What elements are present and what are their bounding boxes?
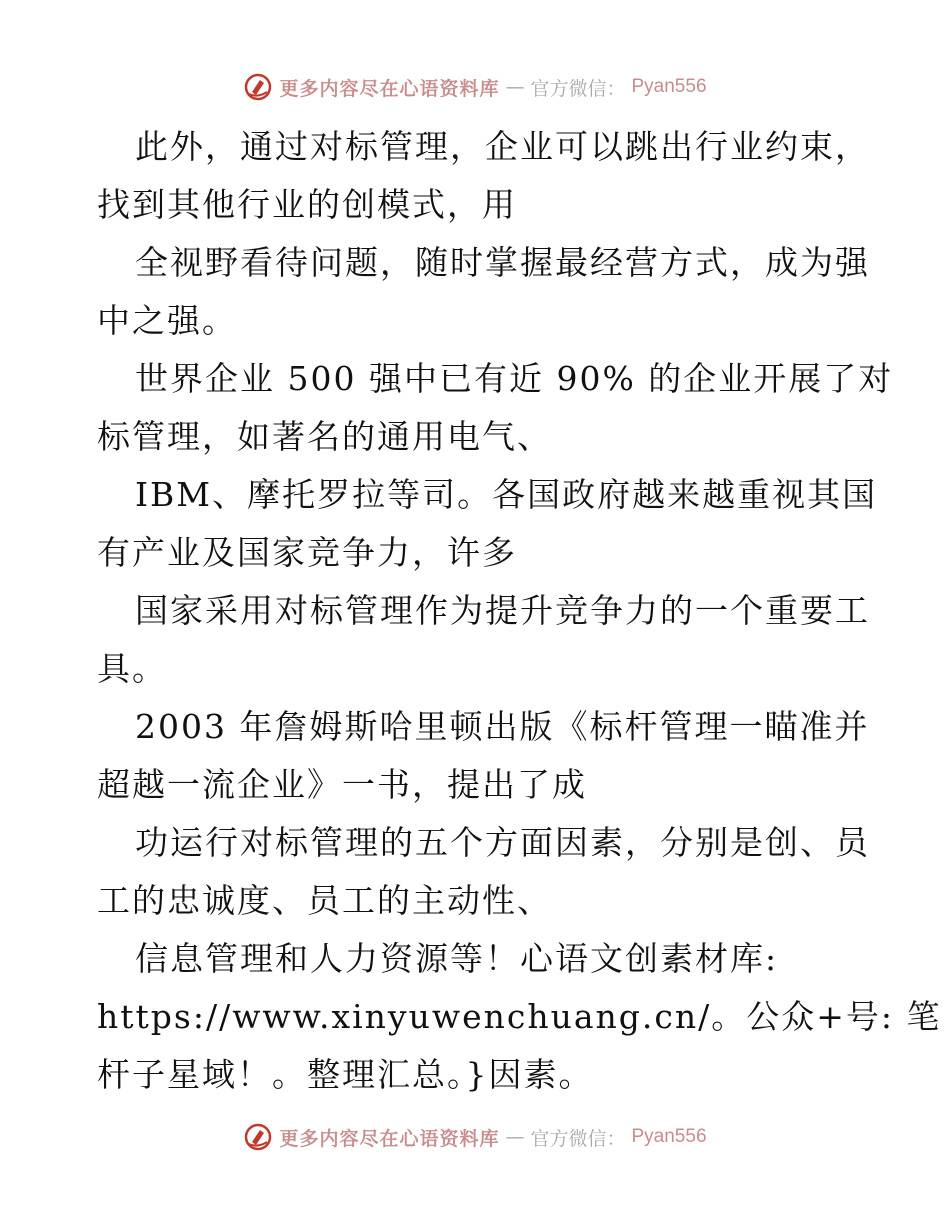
text-line: 有产业及国家竞争力，许多 [97,533,517,572]
watermark-official-label: 官方微信： [530,1127,626,1150]
watermark-wechat-id: Pyan556 [631,76,707,97]
watermark-official-label: 官方微信： [530,77,626,100]
text-line: 此外，通过对标管理，企业可以跳出行业约束， [135,127,870,166]
text-line: 国家采用对标管理作为提升竞争力的一个重要工 [135,591,870,630]
footer-watermark [0,1122,950,1152]
watermark-separator: — [505,76,525,98]
document-body [97,118,942,1104]
text-line: 世界企业 500 强中已有近 90% 的企业开展了对 [135,359,894,398]
text-line: 标管理，如著名的通用电气、 [97,417,552,456]
brand-logo-icon [243,1122,273,1152]
brand-logo-icon [243,72,273,102]
watermark-text: 更多内容尽在心语资料库 [279,1127,500,1150]
text-line: 超越一流企业》一书，提出了成 [97,765,587,804]
text-line: 信息管理和人力资源等！心语文创素材库: [135,939,779,978]
text-line: 具。 [97,649,167,688]
watermark-separator: — [505,1126,525,1148]
header-watermark [0,72,950,102]
text-line: 工的忠诚度、员工的主动性、 [97,881,552,920]
text-line: IBM、摩托罗拉等司。各国政府越来越重视其国 [135,475,878,514]
text-line: 中之强。 [97,301,237,340]
text-line: 找到其他行业的创模式，用 [97,185,517,224]
text-line: https://www.xinyuwenchuang.cn/。公众+号: 笔 [97,997,942,1036]
watermark-text: 更多内容尽在心语资料库 [279,77,500,100]
watermark-wechat-id: Pyan556 [631,1126,707,1147]
text-line: 2003 年詹姆斯哈里顿出版《标杆管理一瞄准并 [135,707,870,746]
text-line: 功运行对标管理的五个方面因素，分别是创、员 [135,823,870,862]
text-line: 杆子星域！。整理汇总。}因素。 [97,1055,594,1094]
text-line: 全视野看待问题，随时掌握最经营方式，成为强 [135,243,870,282]
